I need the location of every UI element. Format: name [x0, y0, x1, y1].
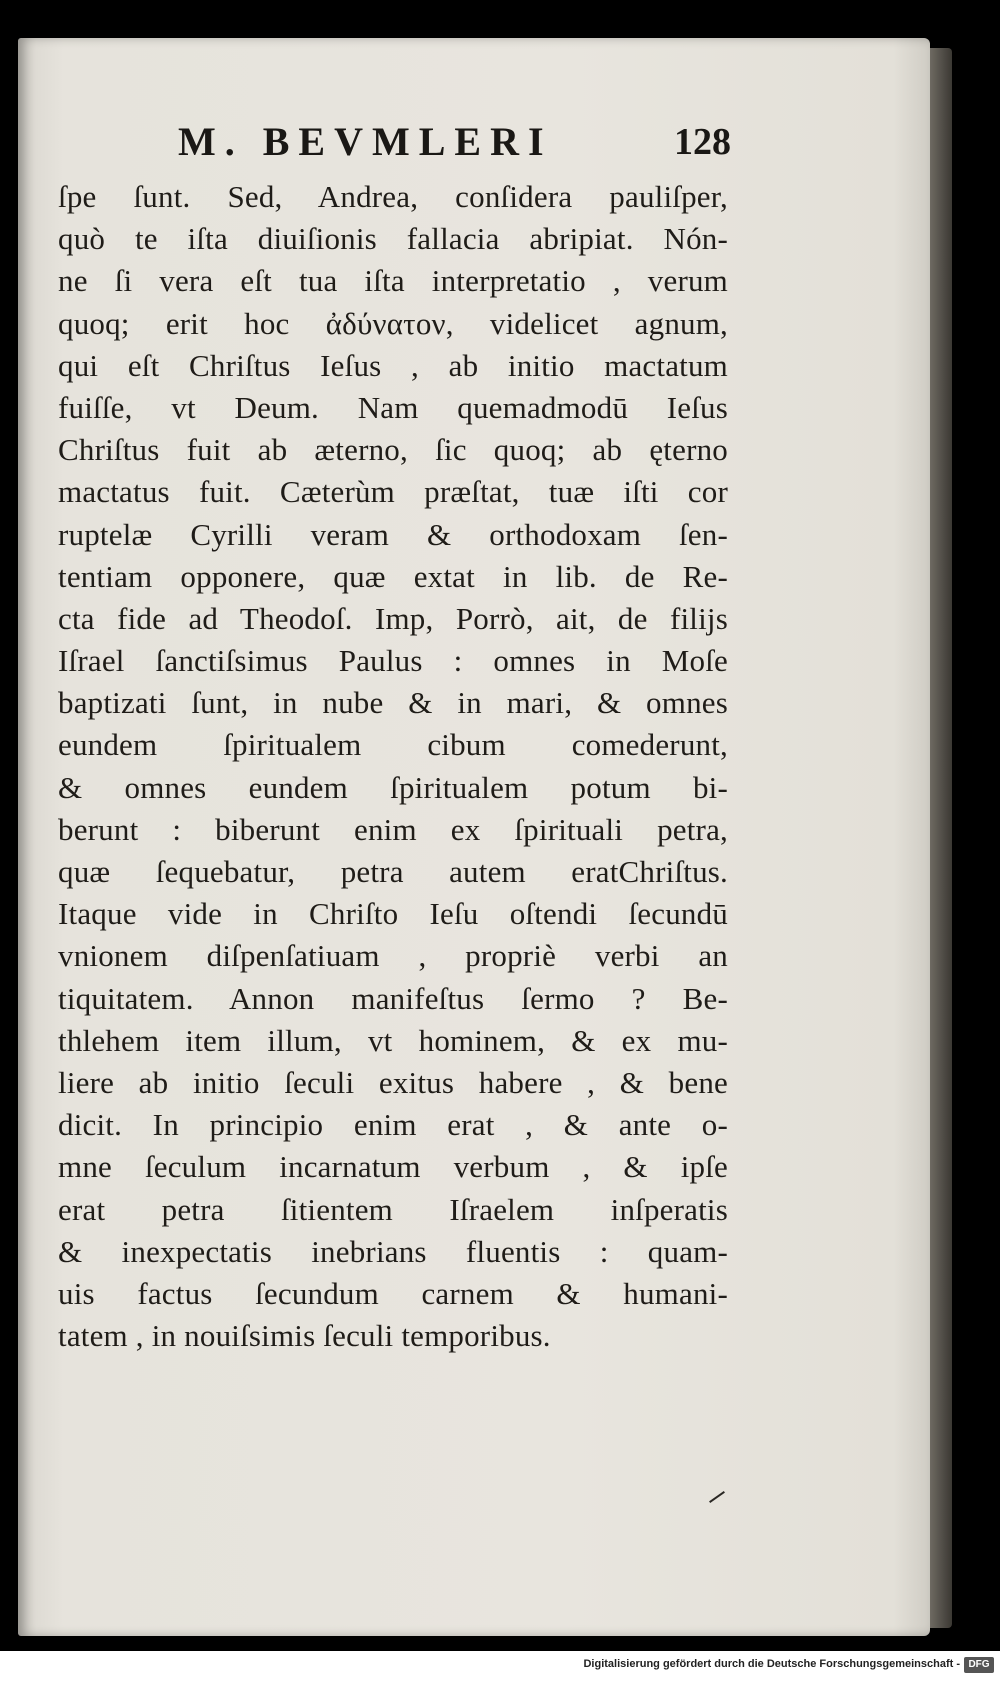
text-line: cta fide ad Theodoſ. Imp, Porrò, ait, de filijs [58, 600, 728, 636]
digitization-footer [0, 1651, 1000, 1681]
text-line: quæ ſequebatur, petra autem eratChriſtus. [58, 854, 728, 889]
text-line: quoq; erit hoc ἀδύνατον, videlicet agnum, [58, 305, 728, 341]
text-line: eundem ſpiritualem cibum comederunt, [58, 727, 728, 763]
body-text [58, 176, 728, 1357]
text-line: ruptelæ Cyrilli veram & orthodoxam ſen- [58, 516, 728, 552]
text-line: mne ſeculum incarnatum verbum , & ipſe [58, 1149, 728, 1185]
text-line: tentiam opponere, quæ extat in lib. de Re- [58, 558, 728, 594]
text-line: liere ab initio ſeculi exitus habere , & bene [58, 1064, 728, 1100]
ink-mark [709, 1491, 725, 1503]
text-line: quò te iſta diuiſionis fallacia abripiat. Nón- [58, 221, 728, 257]
text-line: erat petra ſitientem Iſraelem inſperatis [58, 1191, 728, 1227]
text-line: tiquitatem. Annon manifeſtus ſermo ? Be- [58, 980, 728, 1016]
dfg-logo: DFG [964, 1657, 994, 1673]
text-line: Chriſtus fuit ab æterno, ſic quoq; ab ęterno [58, 432, 728, 468]
text-line: qui eſt Chriſtus Ieſus , ab initio mactatum [58, 347, 728, 383]
text-line: tatem , in nouiſsimis ſeculi temporibus. [58, 1318, 551, 1354]
text-line: vnionem diſpenſatiuam , propriè verbi an [58, 938, 728, 974]
text-line: mactatus fuit. Cæterùm præſtat, tuæ iſti cor [58, 474, 728, 510]
text-line: fuiſſe, vt Deum. Nam quemadmodū Ieſus [58, 389, 728, 425]
text-line: baptizati ſunt, in nube & in mari, & omnes [58, 685, 728, 721]
text-line: dicit. In principio enim erat , & ante o- [58, 1107, 728, 1143]
page-header [18, 118, 930, 178]
text-line: ne ſi vera eſt tua iſta interpretatio , verum [58, 263, 728, 299]
text-line: ſpe ſunt. Sed, Andrea, conſidera pauliſper, [58, 179, 728, 214]
book-page [18, 38, 930, 1636]
text-line: Iſrael ſanctiſsimus Paulus : omnes in Moſe [58, 643, 728, 679]
text-line: Itaque vide in Chriſto Ieſu oſtendi ſecundū [58, 896, 728, 932]
text-line: & inexpectatis inebrians fluentis : quam- [58, 1233, 728, 1269]
page-edge-shadow [930, 48, 952, 1628]
text-line: thlehem item illum, vt hominem, & ex mu- [58, 1022, 728, 1058]
text-line: berunt : biberunt enim ex ſpirituali petra, [58, 811, 728, 847]
funding-credit: Digitalisierung gefördert durch die Deutsche Forschungsgemeinschaft - [583, 1658, 960, 1670]
page-number: 128 [674, 121, 731, 163]
running-title: M. BEVMLERI [178, 119, 553, 164]
text-line: uis factus ſecundum carnem & humani- [58, 1275, 728, 1311]
text-line: & omnes eundem ſpiritualem potum bi- [58, 769, 728, 805]
